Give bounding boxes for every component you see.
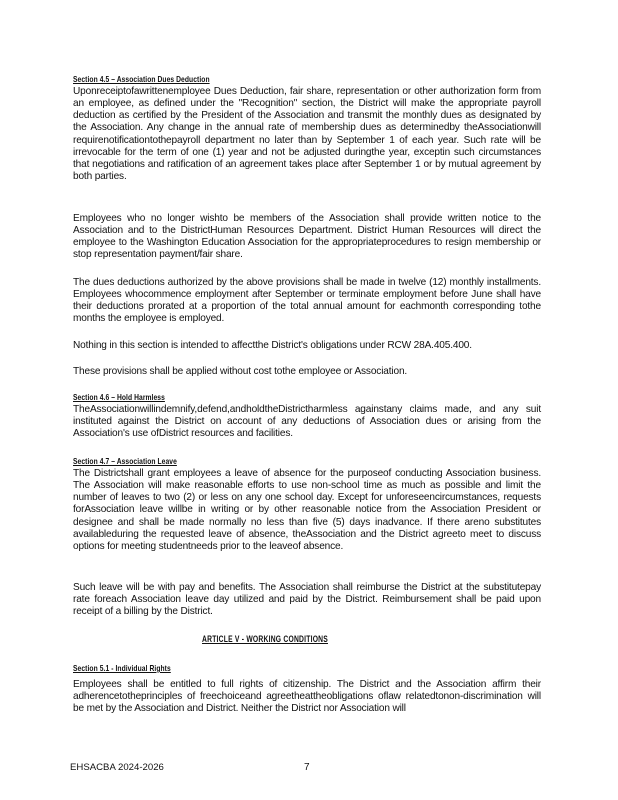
section-4-5-paragraph-1: Uponreceiptofawrittenemployee Dues Deduction, fair share, representation or other authorization form from an employee, as defined under the "Recognition" section, the District will make the appropriate payroll deduction as certified by the President of the Association and transmit the monthly dues as designated by the Association. Any change in the annual rate of membership dues as determinedby theAssociationwill requirenotificationtothepayroll department no later than by September 1 of each year. Such rate will be irrevocable for the term of one (1) year and not be adjusted duringthe year, exceptin such circumstances that negotiations and ratification of an agreement takes place after September 1 or by mutual agreement by both parties.: [73, 86, 541, 183]
section-4-5-heading: Section 4.5 – Association Dues Deduction: [73, 74, 210, 84]
section-4-7-paragraph-2: Such leave will be with pay and benefits. The Association shall reimburse the District at the substitutepay rate foreach Association leave day utilized and paid by the District. Reimbursement shall be paid upon receipt of a billing by the District.: [73, 582, 541, 618]
section-4-5-paragraph-5: These provisions shall be applied without cost tothe employee or Association.: [73, 366, 408, 377]
section-4-5-body-4: [73, 340, 541, 352]
section-4-5-body-3: [73, 277, 541, 326]
section-5-1-body: [73, 679, 541, 715]
section-4-5-body-5: [73, 366, 541, 378]
footer-page-number: 7: [304, 762, 310, 773]
section-4-5-paragraph-2: Employees who no longer wishto be members of the Association shall provide written notice to the Association and to the DistrictHuman Resources Department. District Human Resources will direct the employee to the Washington Education Association for the appropriateprocedures to resign membership or stop representation payment/fair share.: [73, 213, 541, 261]
section-4-5-paragraph-3: The dues deductions authorized by the above provisions shall be made in twelve (12) monthly installments. Employees whocommence employment after September or terminate employment before June shall have their deductions prorated at a proportion of the total annual amount for eachmonth corresponding tothe months the employee is employed.: [73, 277, 541, 325]
footer-document-id: EHSACBA 2024-2026: [70, 762, 164, 773]
section-4-7-body: [73, 468, 541, 553]
section-4-7-body-2: [73, 582, 541, 618]
section-4-5-body-2: [73, 213, 541, 262]
section-4-6-body: [73, 404, 541, 440]
section-4-5-body: [73, 86, 541, 183]
section-5-1-paragraph-1: Employees shall be entitled to full rights of citizenship. The District and the Association affirm their adherencetotheprinciples of freechoiceand agreetheattheobligations oflaw relatedtonon-discrimination will be met by the Association and District. Neither the District nor Association will: [73, 679, 541, 715]
article-5-heading: ARTICLE V - WORKING CONDITIONS: [202, 634, 328, 644]
section-4-7-paragraph-1: The Districtshall grant employees a leave of absence for the purposeof conducting Association business. The Association will make reasonable efforts to use non-school time as much as possible and limit the number of leaves to two (2) or less on any one school day. Except for unforeseencircumstances, requests forAssociation leave willbe in writing or by other reasonable notice from the Association President or designee and shall be made normally no less than five (5) days inadvance. If there areno substitutes availableduring the requested leave of absence, theAssociation and the District agreeto meet to discuss options for meeting studentneeds prior to the leaveof absence.: [73, 468, 541, 552]
section-4-7-heading: Section 4.7 – Association Leave: [73, 456, 177, 466]
section-4-5-paragraph-4: Nothing in this section is intended to affectthe District's obligations under RCW 28A.405.400.: [73, 340, 472, 351]
section-4-6-paragraph-1: TheAssociationwillindemnify,defend,andholdtheDistrictharmless againstany claims made, and any suit instituted against the District on account of any deductions of Association dues or arising from the Association's use ofDistrict resources and facilities.: [73, 404, 541, 440]
section-4-6-heading: Section 4.6 – Hold Harmless: [73, 392, 165, 402]
section-5-1-heading: Section 5.1 - Individual Rights: [73, 663, 171, 673]
